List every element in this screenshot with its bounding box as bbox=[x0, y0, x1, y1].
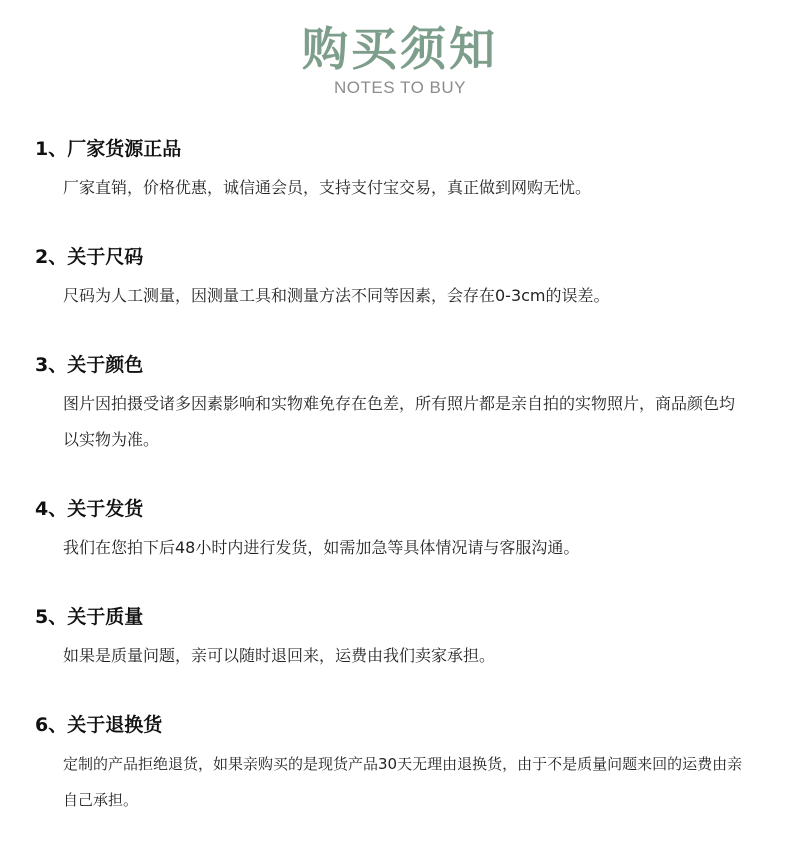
section-returns bbox=[35, 712, 775, 818]
section-body: 我们在您拍下后48小时内进行发货，如需加急等具体情况请与客服沟通。 bbox=[63, 538, 580, 557]
section-body: 尺码为人工测量，因测量工具和测量方法不同等因素，会存在0-3cm的误差。 bbox=[63, 286, 610, 305]
section-title: 6、关于退换货 bbox=[35, 714, 163, 736]
section-genuine-source bbox=[35, 136, 775, 206]
page-subtitle: NOTES TO BUY bbox=[334, 78, 466, 97]
section-shipping bbox=[35, 496, 775, 566]
section-body: 如果是质量问题，亲可以随时退回来，运费由我们卖家承担。 bbox=[63, 646, 496, 665]
section-title: 3、关于颜色 bbox=[35, 354, 144, 376]
section-title: 2、关于尺码 bbox=[35, 246, 144, 268]
section-body: 厂家直销，价格优惠，诚信通会员，支持支付宝交易，真正做到网购无忧。 bbox=[63, 178, 592, 197]
page-header bbox=[0, 22, 800, 98]
page-title: 购买须知 bbox=[302, 22, 498, 76]
section-quality bbox=[35, 604, 775, 674]
section-color bbox=[35, 352, 775, 458]
section-size bbox=[35, 244, 775, 314]
section-body: 定制的产品拒绝退货，如果亲购买的是现货产品30天无理由退换货，由于不是质量问题来回的运费由亲自己承担。 bbox=[63, 755, 743, 809]
section-title: 4、关于发货 bbox=[35, 498, 144, 520]
section-title: 1、厂家货源正品 bbox=[35, 138, 182, 160]
section-body: 图片因拍摄受诸多因素影响和实物难免存在色差，所有照片都是亲自拍的实物照片，商品颜色均以实物为准。 bbox=[63, 394, 736, 449]
section-title: 5、关于质量 bbox=[35, 606, 144, 628]
